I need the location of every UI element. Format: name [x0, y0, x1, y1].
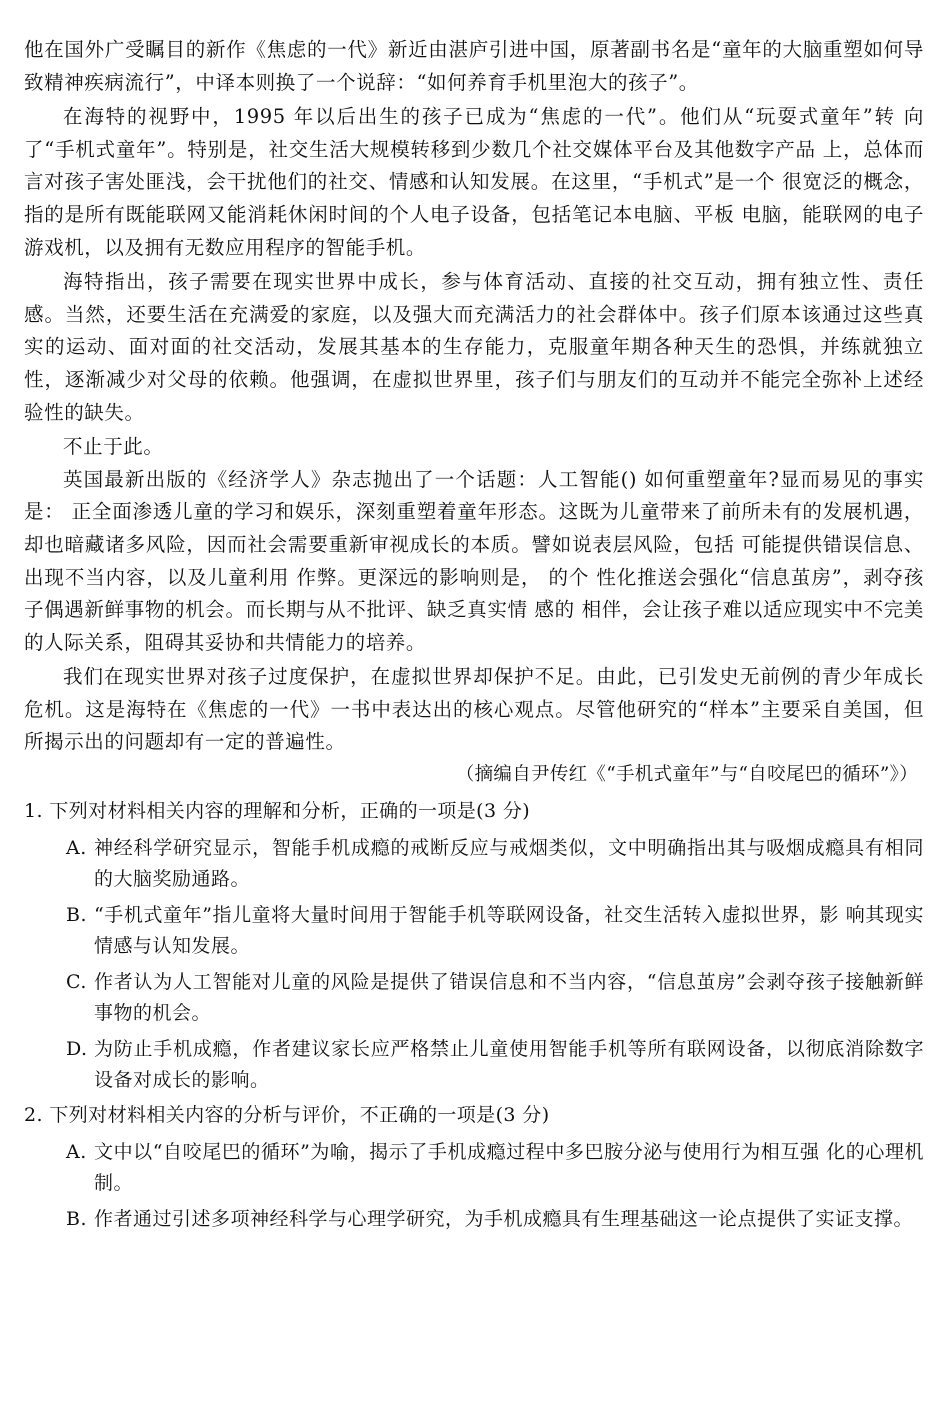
option-a	[24, 833, 924, 894]
option-c	[24, 967, 924, 1028]
passage-paragraph-3: 海特指出，孩子需要在现实世界中成长，参与体育活动、直接的社交互动，拥有独立性、责任感。当然，还要生活在充满爱的家庭，以及强大而充满活力的社会群体中。孩子们原本该通过这些真实的运动、面对面的社交活动，发展其基本的生存能力，克服童年期各种天生的恐惧，并练就独立性，逐渐减少对父母的依赖。他强调，在虚拟世界里，孩子们与朋友们的互动并不能完全弥补上述经验性的缺失。	[24, 270, 924, 424]
passage-paragraph-4: 不止于此。	[63, 435, 164, 459]
question-stem: 1. 下列对材料相关内容的理解和分析，正确的一项是(3 分)	[24, 800, 531, 823]
option-key: C.	[66, 971, 87, 994]
option-text: 神经科学研究显示，智能手机成瘾的戒断反应与戒烟类似，文中明确指出其与吸烟成瘾具有相同的大脑奖励通路。	[94, 837, 924, 890]
passage-paragraph-2: 在海特的视野中，1995 年以后出生的孩子已成为“焦虑的一代”。他们从“玩耍式童年”转 向了“手机式童年”。特别是，社交生活大规模转移到少数几个社交媒体平台及其他数字产品 上，总体而言对孩子害处匪浅，会干扰他们的社交、情感和认知发展。在这里，“手机式”是一个 很宽泛的概念，指的是所有既能联网又能消耗休闲时间的个人电子设备，包括笔记本电脑、平板 电脑，能联网的电子游戏机，以及拥有无数应用程序的智能手机。	[24, 105, 924, 259]
option-key: B.	[66, 904, 88, 927]
option-a	[24, 1137, 924, 1198]
passage-paragraph-6: 我们在现实世界对孩子过度保护，在虚拟世界却保护不足。由此，已引发史无前例的青少年成长危机。这是海特在《焦虑的一代》一书中表达出的核心观点。尽管他研究的“样本”主要采自美国，但所揭示出的问题却有一定的普遍性。	[24, 665, 924, 754]
question-2	[24, 1099, 924, 1235]
option-text: “手机式童年”指儿童将大量时间用于智能手机等联网设备，社交生活转入虚拟世界，影 响其现实情感与认知发展。	[94, 904, 924, 957]
option-b	[24, 900, 924, 961]
passage-paragraph-1: 他在国外广受瞩目的新作《焦虑的一代》新近由湛庐引进中国，原著副书名是“童年的大脑重塑如何导致精神疾病流行”，中译本则换了一个说辞：“如何养育手机里泡大的孩子”。	[24, 38, 924, 94]
option-text: 为防止手机成瘾，作者建议家长应严格禁止儿童使用智能手机等所有联网设备，以彻底消除数字设备对成长的影响。	[94, 1038, 924, 1091]
option-text: 文中以“自咬尾巴的循环”为喻，揭示了手机成瘾过程中多巴胺分泌与使用行为相互强 化的心理机制。	[94, 1141, 924, 1194]
option-d	[24, 1034, 924, 1095]
passage-source: （摘编自尹传红《“手机式童年”与“自咬尾巴的循环”》）	[455, 764, 918, 786]
exam-page	[24, 34, 924, 1235]
option-key: D.	[66, 1038, 88, 1061]
option-key: B.	[66, 1208, 88, 1231]
question-1	[24, 795, 924, 1095]
option-key: A.	[66, 837, 87, 860]
option-text: 作者认为人工智能对儿童的风险是提供了错误信息和不当内容，“信息茧房”会剥夺孩子接触新鲜事物的机会。	[94, 971, 924, 1024]
option-b	[24, 1204, 924, 1235]
option-text: 作者通过引述多项神经科学与心理学研究，为手机成瘾具有生理基础这一论点提供了实证支撑。	[94, 1208, 914, 1231]
option-key: A.	[66, 1141, 87, 1164]
passage-paragraph-5: 英国最新出版的《经济学人》杂志抛出了一个话题：人工智能() 如何重塑童年?显而易见的事实是： 正全面渗透儿童的学习和娱乐，深刻重塑着童年形态。这既为儿童带来了前所未有的发展机遇，却也暗藏诸多风险，因而社会需要重新审视成长的本质。譬如说表层风险，包括 可能提供错误信息、出现不当内容，以及儿童利用 作弊。更深远的影响则是， 的个 性化推送会强化“信息茧房”，剥夺孩子偶遇新鲜事物的机会。而长期与从不批评、缺乏真实情 感的 相伴，会让孩子难以适应现实中不完美的人际关系，阻碍其妥协和共情能力的培养。	[24, 467, 924, 654]
question-stem: 2. 下列对材料相关内容的分析与评价，不正确的一项是(3 分)	[24, 1104, 550, 1127]
